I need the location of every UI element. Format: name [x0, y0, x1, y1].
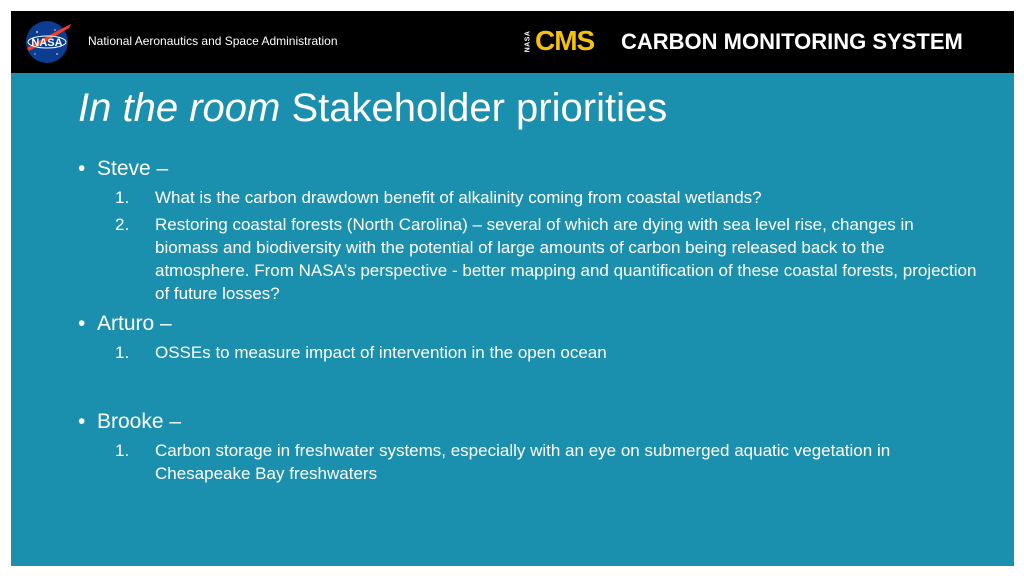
item-text: What is the carbon drawdown benefit of alkalinity coming from coastal wetlands?	[155, 188, 762, 207]
priority-item	[78, 439, 978, 485]
header-bar	[11, 11, 1014, 73]
stakeholder-name: • Arturo –	[78, 312, 172, 335]
slide-title-italic: In the room	[78, 86, 281, 130]
bullet-icon: •	[78, 410, 86, 433]
slide-title	[78, 83, 667, 133]
stakeholder-group	[78, 311, 978, 364]
stakeholder-name: • Steve –	[78, 157, 169, 180]
nasa-logo-icon	[23, 18, 73, 64]
stakeholder-group	[78, 409, 978, 485]
item-text: Restoring coastal forests (North Carolina) – several of which are dying with sea level rise, changes in biomass and biodiversity with the potential of large amounts of carbon being released back to the atmosphere. From NASA’s perspective - better mapping and quantification of these coastal forests, projection of future losses?	[155, 215, 977, 303]
item-number: 2.	[115, 215, 130, 234]
bullet-icon: •	[78, 312, 86, 335]
item-number: 1.	[115, 441, 130, 460]
priority-item	[78, 341, 978, 364]
item-text: Carbon storage in freshwater systems, especially with an eye on submerged aquatic vegetation in Chesapeake Bay freshwaters	[155, 441, 891, 483]
cms-nasa-vertical: NASA	[524, 30, 532, 52]
slide-title-rest: Stakeholder priorities	[291, 86, 668, 130]
priority-item	[78, 186, 978, 209]
item-number: 1.	[115, 188, 130, 207]
slide	[11, 11, 1014, 566]
stakeholder-group	[78, 156, 978, 305]
stakeholder-name: • Brooke –	[78, 410, 182, 433]
bullet-icon: •	[78, 157, 86, 180]
nasa-logo-text: NASA	[31, 37, 63, 49]
item-number: 1.	[115, 343, 130, 362]
item-text: OSSEs to measure impact of intervention in the open ocean	[155, 343, 607, 362]
cms-program-title: CARBON MONITORING SYSTEM	[621, 29, 963, 54]
priority-item	[78, 213, 978, 305]
agency-name: National Aeronautics and Space Administration	[88, 34, 338, 48]
slide-body	[78, 156, 978, 485]
cms-logo-mark: CMS	[535, 25, 595, 56]
